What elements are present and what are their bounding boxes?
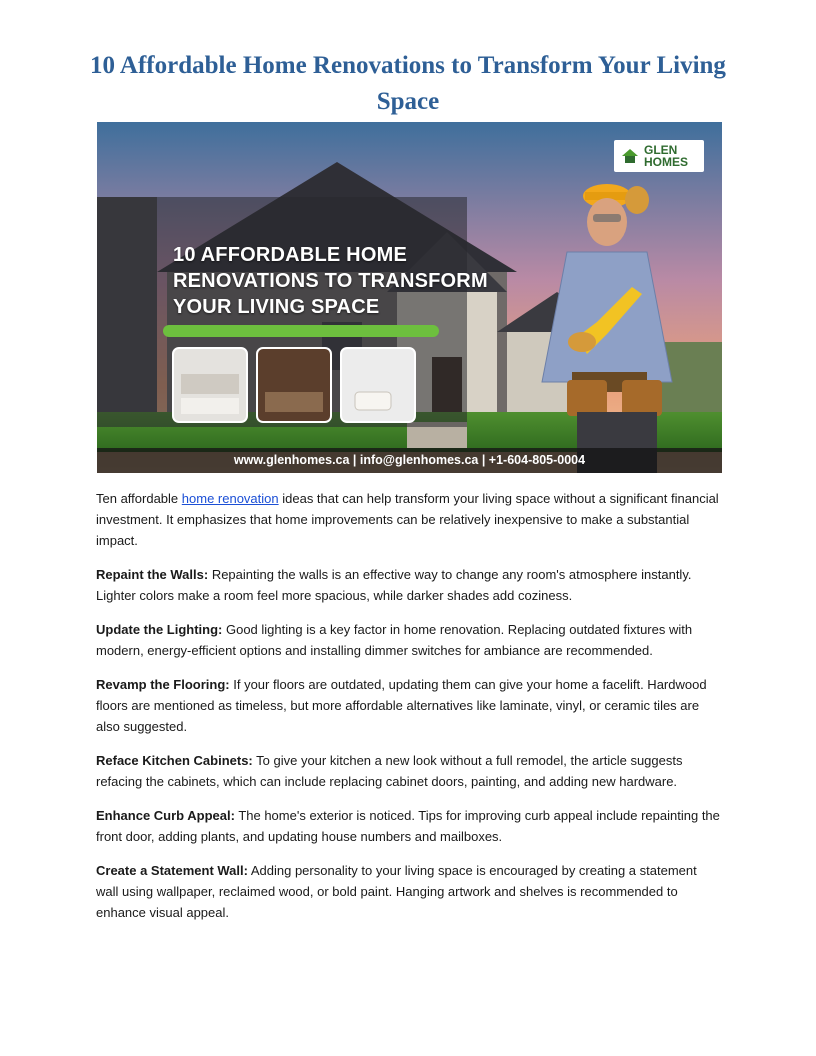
logo-text: GLEN HOMES (644, 143, 689, 169)
section-text: Repainting the walls is an effective way to change any room's atmosphere instantly. Lighter colors make a room feel more spacious, while darker shades add coziness. (96, 567, 692, 603)
intro-paragraph (96, 488, 720, 551)
section-heading: Repaint the Walls: (96, 567, 209, 582)
section-heading: Enhance Curb Appeal: (96, 808, 235, 823)
section-heading: Revamp the Flooring: (96, 677, 230, 692)
section-heading: Reface Kitchen Cabinets: (96, 753, 253, 768)
section-repaint-walls (96, 564, 720, 606)
contact-bar: www.glenhomes.ca | info@glenhomes.ca | +1-604-805-0004 (97, 448, 722, 473)
section-reface-cabinets (96, 750, 720, 792)
section-text: Good lighting is a key factor in home renovation. Replacing outdated fixtures with modern, energy-efficient options and installing dimmer switches for ambiance are recommended. (96, 622, 693, 658)
section-update-lighting (96, 619, 720, 661)
section-text: To give your kitchen a new look without a full remodel, the article suggests refacing the cabinets, which can include replacing cabinet doors, painting, and adding new hardware. (96, 753, 683, 789)
banner-heading: 10 AFFORDABLE HOME RENOVATIONS TO TRANSFORM YOUR LIVING SPACE (173, 244, 488, 318)
section-revamp-flooring (96, 674, 720, 737)
section-heading: Create a Statement Wall: (96, 863, 248, 878)
house-leaf-icon (620, 146, 640, 166)
section-text: The home's exterior is noticed. Tips for improving curb appeal include repainting the front door, adding plants, and updating house numbers and mailboxes. (96, 808, 720, 844)
page-title: 10 Affordable Home Renovations to Transform Your Living Space (90, 52, 726, 115)
home-renovation-link[interactable]: home renovation (181, 491, 279, 506)
intro-text-end: ideas that can help transform your living space without a significant financial investment. It emphasizes that home improvements can be relatively inexpensive to make a substantial impact. (96, 491, 719, 548)
section-curb-appeal (96, 805, 720, 847)
glen-homes-logo (614, 140, 704, 172)
article-body (96, 488, 720, 936)
section-statement-wall (96, 860, 720, 923)
section-text: If your floors are outdated, updating them can give your home a facelift. Hardwood floors are mentioned as timeless, but more affordable alternatives like laminate, vinyl, or ceramic tiles are also suggested. (96, 677, 707, 734)
hero-banner-image (97, 122, 722, 473)
intro-text-start: Ten affordable (96, 491, 182, 506)
section-text: Adding personality to your living space is encouraged by creating a statement wall using wallpaper, reclaimed wood, or bold paint. Hanging artwork and shelves is recommended to enhance visual appeal. (96, 863, 697, 920)
section-heading: Update the Lighting: (96, 622, 223, 637)
